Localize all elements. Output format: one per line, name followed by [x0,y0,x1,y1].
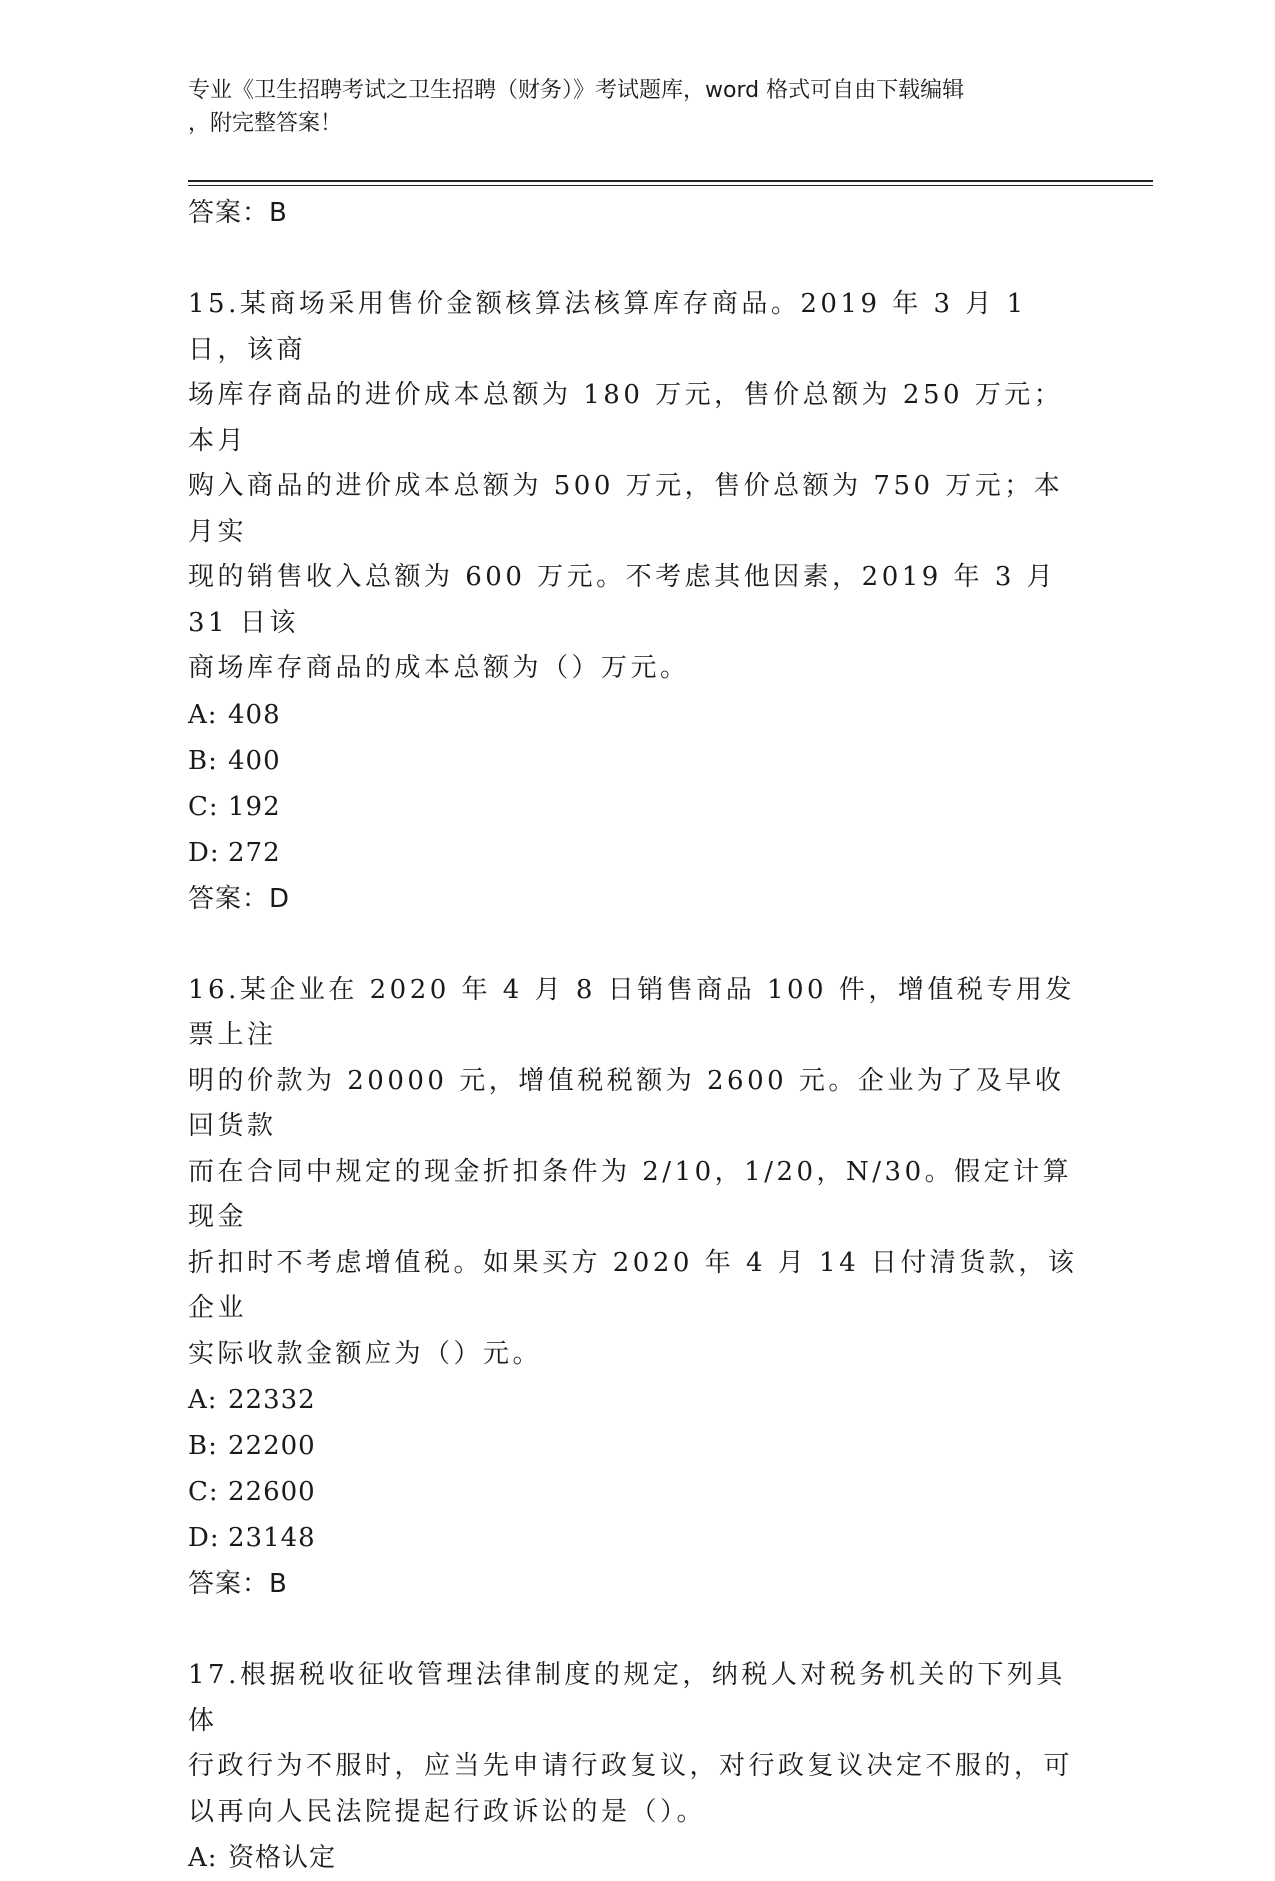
option-a [188,1377,1088,1423]
option-a [188,692,1088,738]
header-rule-thick [188,180,1153,182]
option-d [188,830,1088,876]
option-letter: C: [188,1477,219,1507]
stem-line: 行政行为不服时，应当先申请行政复议，对行政复议决定不服的，可 [188,1751,1074,1781]
question-16 [188,968,1088,1608]
question-15 [188,282,1088,922]
option-a [188,1835,1088,1881]
option-text: 272 [228,837,281,868]
option-text: 22600 [228,1477,316,1507]
option-text: 22200 [228,1431,316,1461]
option-letter: A: [188,699,218,730]
option-letter: A: [188,1843,218,1873]
option-text: 22332 [228,1385,316,1415]
question-17 [188,1653,1088,1881]
stem-line: 17.根据税收征收管理法律制度的规定，纳税人对税务机关的下列具体 [188,1660,1066,1736]
header-line-1: 专业《卫生招聘考试之卫生招聘（财务）》考试题库，word 格式可自由下载编辑 [188,78,965,103]
stem-line: 购入商品的进价成本总额为 500 万元，售价总额为 750 万元；本月实 [188,471,1064,547]
option-text: 192 [228,791,281,822]
option-c [188,784,1088,830]
stem-line: 以再向人民法院提起行政诉讼的是（）。 [188,1796,707,1827]
stem-line: 商场库存商品的成本总额为（）万元。 [188,653,690,683]
answer: 答案：D [188,883,291,914]
previous-answer: 答案：B [188,198,288,228]
option-letter: D: [188,837,220,868]
option-text: 资格认定 [228,1843,337,1873]
option-text: 408 [228,699,281,730]
stem-line: 明的价款为 20000 元，增值税税额为 2600 元。企业为了及早收回货款 [188,1065,1065,1141]
option-d [188,1515,1088,1561]
stem-line: 场库存商品的进价成本总额为 180 万元，售价总额为 250 万元；本月 [188,380,1064,456]
question-stem [188,968,1088,1378]
question-stem [188,282,1088,692]
option-letter: C: [188,791,219,822]
option-text: 400 [228,745,281,776]
answer: 答案：B [188,1569,288,1599]
option-letter: A: [188,1385,218,1415]
question-stem [188,1653,1088,1835]
header-rule-thin [188,185,1153,186]
option-b [188,1423,1088,1469]
stem-line: 15.某商场采用售价金额核算法核算库存商品。2019 年 3 月 1 日，该商 [188,289,1027,365]
content-body [188,190,1088,1881]
stem-line: 现的销售收入总额为 600 万元。不考虑其他因素，2019 年 3 月 31 日该 [188,562,1057,638]
stem-line: 而在合同中规定的现金折扣条件为 2/10，1/20，N/30。假定计算现金 [188,1156,1073,1232]
option-c [188,1469,1088,1515]
page-header [188,74,1088,140]
option-text: 23148 [228,1523,316,1553]
stem-line: 折扣时不考虑增值税。如果买方 2020 年 4 月 14 日付清货款，该企业 [188,1247,1078,1323]
option-letter: D: [188,1523,220,1553]
option-letter: B: [188,1431,218,1461]
option-letter: B: [188,745,218,776]
header-line-2: ，附完整答案！ [188,111,343,136]
option-b [188,738,1088,784]
stem-line: 实际收款金额应为（）元。 [188,1338,543,1369]
stem-line: 16.某企业在 2020 年 4 月 8 日销售商品 100 件，增值税专用发票上注 [188,974,1075,1050]
